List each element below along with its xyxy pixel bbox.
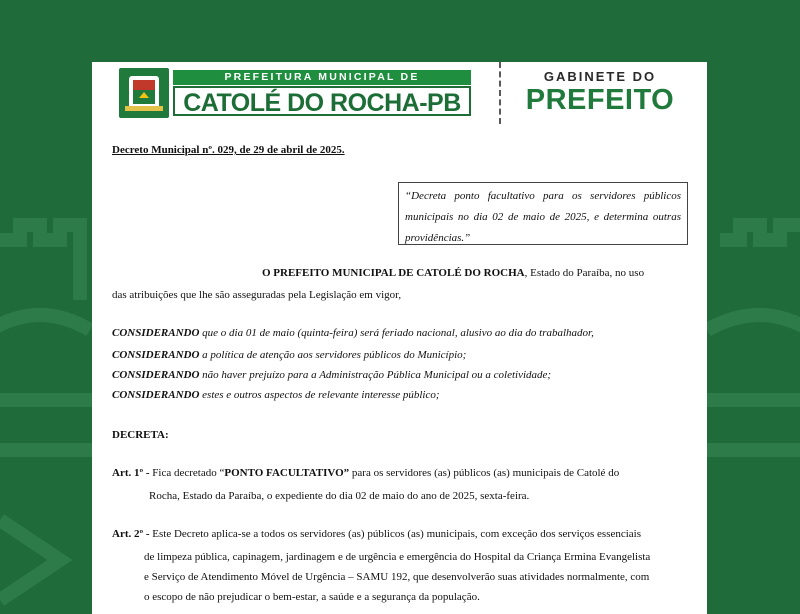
considerando-text: não haver prejuízo para a Administração Pública Municipal ou a coletividade; (199, 369, 552, 381)
article-1-text-rest: para os servidores (as) públicos (as) municipais de Catolé do (349, 467, 620, 479)
logo-title: CATOLÉ DO ROCHA-PB (173, 86, 471, 116)
considerando-3 (112, 369, 551, 381)
logo-subtitle: PREFEITURA MUNICIPAL DE (173, 70, 471, 85)
letterhead (92, 62, 707, 124)
gabinete-label: GABINETE DO (543, 69, 657, 84)
decree-summary-box: “Decreta ponto facultativo para os servidores públicos municipais no dia 02 de maio de 2025, e determina outras providências.” (398, 182, 688, 245)
article-2-line-1 (112, 528, 641, 540)
article-1-text: Fica decretado “ (149, 467, 225, 479)
considerando-label: CONSIDERANDO (112, 369, 200, 381)
article-2-line-2: de limpeza pública, capinagem, jardinagem e de urgência e emergência do Hospital da Criança Ermina Evangelista (144, 551, 651, 563)
gabinete-logo (520, 69, 680, 119)
intro-line-1 (262, 267, 644, 279)
document-page (92, 62, 707, 614)
header-divider (499, 62, 501, 124)
city-crest-icon (119, 68, 169, 118)
considerando-text: estes e outros aspectos de relevante interesse público; (199, 389, 440, 401)
considerando-4 (112, 389, 440, 401)
considerando-label: CONSIDERANDO (112, 389, 200, 401)
prefeitura-logo (119, 68, 471, 118)
article-1-line-1 (112, 467, 619, 479)
article-2-label: Art. 2º - (112, 528, 150, 540)
article-2-line-3: e Serviço de Atendimento Móvel de Urgência – SAMU 192, que desenvolverão suas atividades normalmente, com (144, 571, 650, 583)
prefeito-label: PREFEITO (525, 84, 675, 116)
intro-authority: O PREFEITO MUNICIPAL DE CATOLÉ DO ROCHA (262, 267, 525, 279)
intro-line-2: das atribuições que lhe são asseguradas pela Legislação em vigor, (112, 289, 402, 301)
considerando-1 (112, 327, 594, 339)
ponto-facultativo: PONTO FACULTATIVO” (224, 467, 350, 479)
article-2-line-4: o escopo de não prejudicar o bem-estar, a saúde e a segurança da população. (144, 591, 480, 603)
considerando-text: a política de atenção aos servidores públicos do Município; (199, 349, 467, 361)
decreta-heading: DECRETA: (112, 429, 169, 441)
article-1-label: Art. 1º - (112, 467, 150, 479)
decree-title: Decreto Municipal nº. 029, de 29 de abril de 2025. (112, 144, 345, 156)
considerando-label: CONSIDERANDO (112, 349, 200, 361)
article-1-line-2: Rocha, Estado da Paraíba, o expediente do dia 02 de maio do ano de 2025, sexta-feira. (149, 490, 530, 502)
considerando-2 (112, 349, 466, 361)
article-2-text: Este Decreto aplica-se a todos os servidores (as) públicos (as) municipais, com exceção dos serviços essenciais (149, 528, 642, 540)
intro-rest: , Estado do Paraíba, no uso (524, 267, 645, 279)
considerando-label: CONSIDERANDO (112, 327, 200, 339)
considerando-text: que o dia 01 de maio (quinta-feira) será feriado nacional, alusivo ao dia do trabalhador, (199, 327, 594, 339)
